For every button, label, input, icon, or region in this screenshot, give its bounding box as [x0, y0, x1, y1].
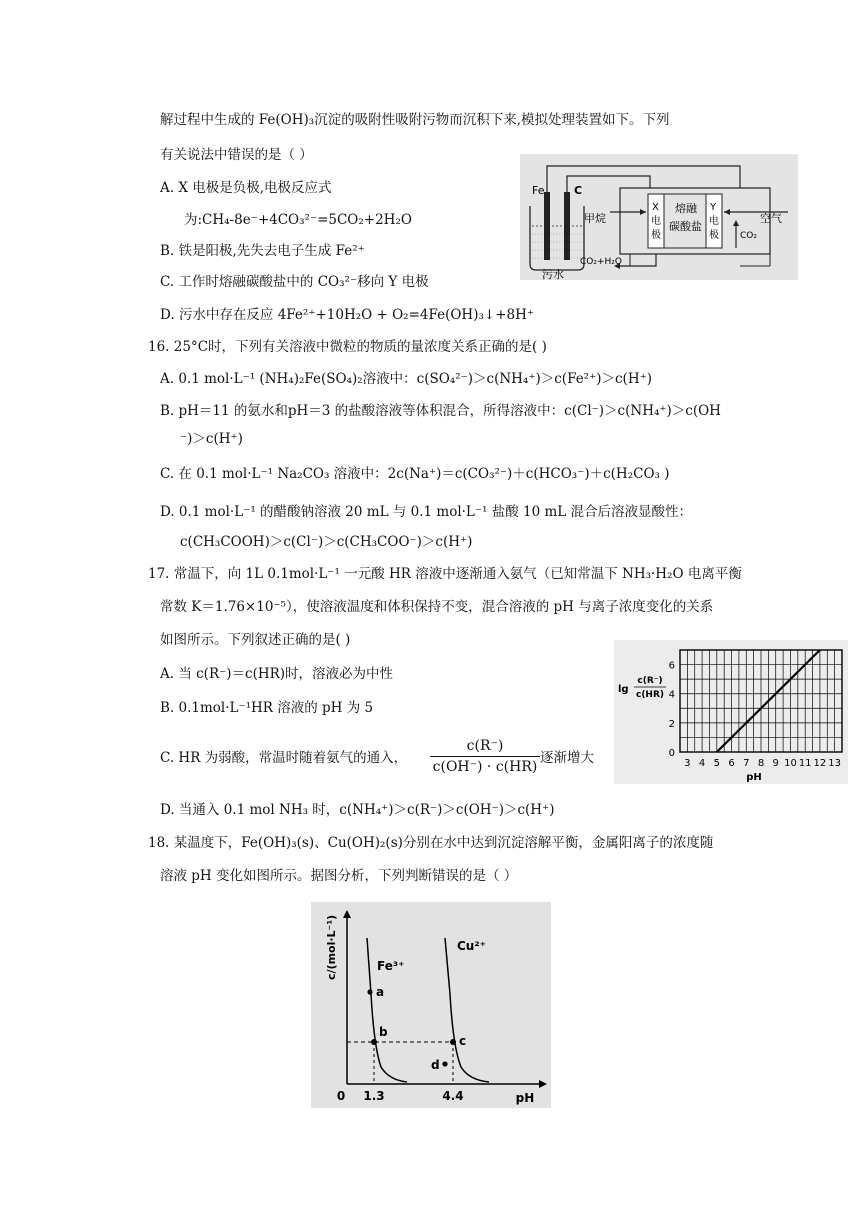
q16-option-d-line2: c(CH₃COOH)＞c(Cl⁻)＞c(CH₃COO⁻)＞c(H⁺)	[180, 534, 473, 550]
q15-option-d: D. 污水中存在反应 4Fe²⁺+10H₂O + O₂=4Fe(OH)₃↓+8H⁺	[160, 307, 534, 323]
label-sewage: 污水	[542, 268, 564, 280]
q17-xtick-label: 6	[728, 758, 735, 769]
q18-label-c: c	[459, 1034, 467, 1048]
q15-option-c: C. 工作时熔融碳酸盐中的 CO₃²⁻移向 Y 电极	[160, 274, 429, 290]
apparatus-diagram	[520, 154, 798, 280]
q15-option-a-line2: 为:CH₄-8e⁻+4CO₃²⁻=5CO₂+2H₂O	[184, 212, 412, 228]
q16-option-b-line2: ⁻)＞c(H⁺)	[180, 431, 243, 447]
q17-xtick-label: 8	[757, 758, 765, 769]
label-c: C	[574, 184, 583, 197]
q17-option-b: B. 0.1mol·L⁻¹HR 溶液的 pH 为 5	[160, 700, 374, 716]
q17-ylabel-num: c(R⁻)	[637, 676, 663, 686]
q18-point-c	[450, 1039, 456, 1045]
fraction-denominator: c(OH⁻) · c(HR)	[432, 759, 538, 775]
q17-chart-svg	[614, 640, 848, 784]
label-co2-h2o: CO₂+H₂O	[580, 257, 622, 267]
q18-stem-line1: 18. 某温度下，Fe(OH)₃(s)、Cu(OH)₂(s)分别在水中达到沉淀溶解平衡，金属阳离子的浓度随	[148, 835, 714, 851]
label-fe: Fe	[532, 184, 545, 197]
q17-option-c-fraction	[430, 738, 540, 775]
q18-tick-0: 0	[336, 1089, 346, 1103]
q18-ylabel: c/(mol·L⁻¹)	[325, 914, 338, 980]
q18-tick-4-4: 4.4	[442, 1089, 464, 1103]
q18-point-a	[367, 989, 372, 994]
q16-option-c: C. 在 0.1 mol·L⁻¹ Na₂CO₃ 溶液中：2c(Na⁺)＝c(CO₃²⁻)＋c(HCO₃⁻)＋c(H₂CO₃ )	[160, 466, 670, 482]
q17-xlabel: pH	[746, 772, 762, 783]
q17-stem-line2: 常数 K＝1.76×10⁻⁵），使溶液温度和体积保持不变，混合溶液的 pH 与离子浓度变化的关系	[160, 599, 714, 615]
q16-stem: 16. 25°C时，下列有关溶液中微粒的物质的量浓度关系正确的是( )	[148, 339, 547, 355]
q18-label-b: b	[379, 1025, 388, 1039]
q18-label-d: d	[431, 1058, 440, 1072]
q17-ytick-label: 4	[668, 689, 675, 701]
q15-option-b: B. 铁是阳极,先失去电子生成 Fe²⁺	[160, 243, 365, 259]
q17-xtick-label: 5	[713, 758, 721, 769]
q17-option-a: A. 当 c(R⁻)＝c(HR)时，溶液必为中性	[160, 666, 394, 682]
fraction-numerator: c(R⁻)	[466, 738, 504, 754]
label-x-3: 极	[651, 230, 661, 241]
q17-xtick-label: 9	[772, 758, 779, 769]
q15-option-a-line1: A. X 电极是负极,电极反应式	[160, 180, 332, 196]
q17-ytick-label: 6	[668, 660, 675, 672]
q18-tick-1-3: 1.3	[363, 1089, 385, 1103]
label-methane: 甲烷	[584, 212, 606, 225]
q17-ytick-label: 2	[668, 718, 675, 730]
q18-label-a: a	[376, 985, 385, 999]
q18-point-b	[371, 1039, 377, 1045]
intro-line-1: 解过程中生成的 Fe(OH)₃沉淀的吸附性吸附污物而沉积下来,模拟处理装置如下。下列	[160, 112, 670, 128]
fraction-bar	[430, 756, 540, 757]
label-y-1: Y	[710, 202, 717, 213]
label-molten-1: 熔融	[675, 202, 697, 215]
q16-option-a: A. 0.1 mol·L⁻¹ (NH₄)₂Fe(SO₄)₂溶液中：c(SO₄²⁻)＞c(NH₄⁺)＞c(Fe²⁺)＞c(H⁺)	[160, 371, 652, 387]
q18-xlabel: pH	[515, 1091, 535, 1105]
q18-chart-svg	[311, 902, 551, 1108]
q17-stem-line1: 17. 常温下，向 1L 0.1mol·L⁻¹ 一元酸 HR 溶液中逐渐通入氨气（已知常温下 NH₃·H₂O 电离平衡	[148, 566, 742, 582]
q17-xtick-label: 4	[698, 758, 706, 769]
q17-xtick-label: 3	[684, 758, 691, 769]
q18-point-d	[442, 1061, 447, 1066]
q17-option-d: D. 当通入 0.1 mol NH₃ 时，c(NH₄⁺)＞c(R⁻)＞c(OH⁻)＞c(H⁺)	[160, 802, 555, 818]
q16-option-b-line1: B. pH＝11 的氨水和pH＝3 的盐酸溶液等体积混合，所得溶液中：c(Cl⁻)＞c(NH₄⁺)＞c(OH	[160, 403, 721, 419]
q17-ytick-label: 0	[668, 748, 675, 759]
electrolysis-apparatus-figure	[520, 154, 798, 280]
label-air: 空气	[760, 212, 782, 225]
label-molten-2: 碳酸盐	[669, 220, 702, 233]
label-x-2: 电	[651, 216, 661, 227]
q17-xtick-label: 7	[743, 758, 750, 769]
q18-chart	[311, 902, 551, 1108]
q17-ylabel-den: c(HR)	[635, 690, 665, 700]
label-co2: CO₂	[740, 231, 757, 241]
q17-xtick-label: 12	[813, 758, 827, 769]
q18-stem-line2: 溶液 pH 变化如图所示。据图分析，下列判断错误的是（ ）	[160, 868, 518, 884]
label-y-2: 电	[709, 216, 719, 227]
q17-option-c-prefix: C. HR 为弱酸，常温时随着氨气的通入，	[160, 750, 408, 766]
q18-label-fe3: Fe³⁺	[377, 959, 405, 973]
q18-label-cu2: Cu²⁺	[457, 939, 486, 953]
q17-option-c-suffix: 逐渐增大	[540, 750, 594, 766]
q17-xtick-label: 11	[798, 758, 812, 769]
label-y-3: 极	[709, 230, 719, 241]
q17-xtick-label: 13	[828, 758, 842, 769]
intro-line-2: 有关说法中错误的是（ ）	[160, 147, 313, 163]
q17-chart	[614, 640, 848, 784]
q17-stem-line3: 如图所示。下列叙述正确的是( )	[160, 632, 351, 648]
q17-xtick-label: 10	[784, 758, 797, 769]
label-x-1: X	[652, 202, 659, 213]
q16-option-d-line1: D. 0.1 mol·L⁻¹ 的醋酸钠溶液 20 mL 与 0.1 mol·L⁻¹ 盐酸 10 mL 混合后溶液显酸性：	[160, 504, 693, 520]
q17-ylabel-lg: lg	[618, 684, 629, 695]
